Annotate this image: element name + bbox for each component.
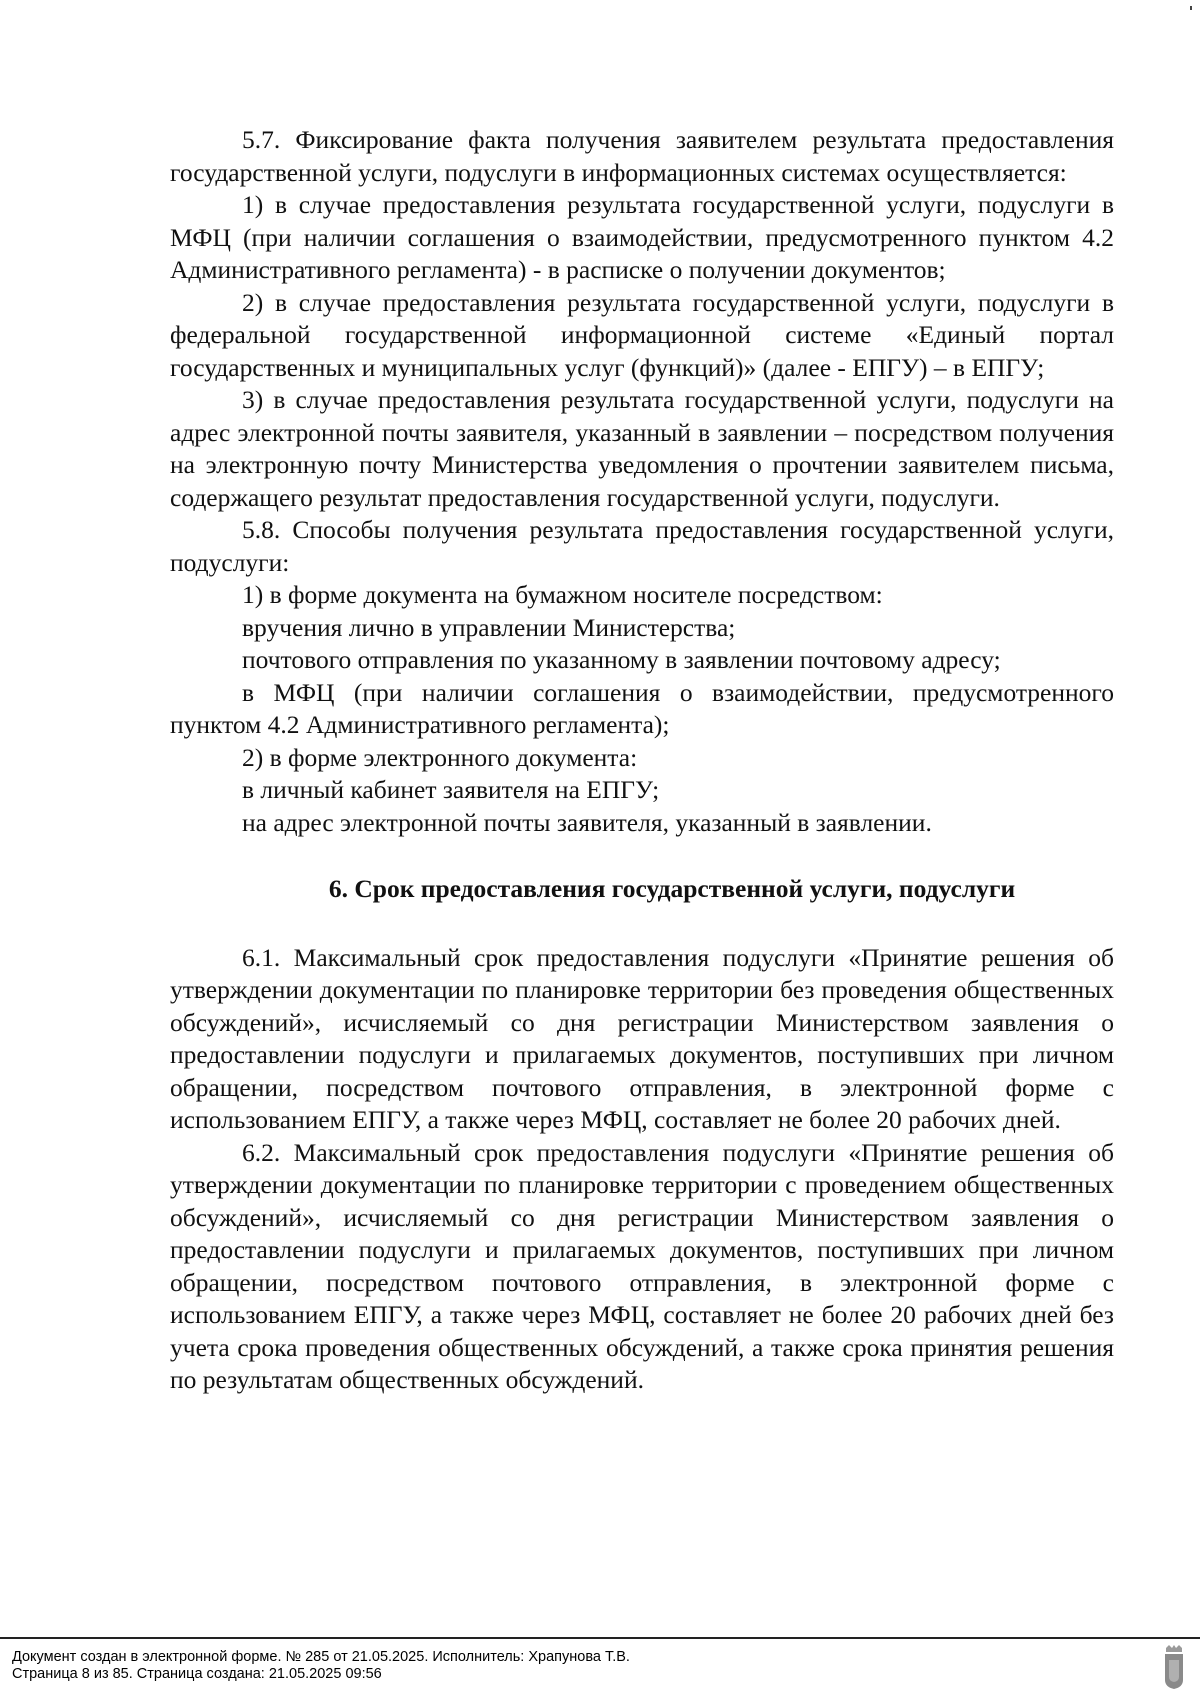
paragraph-5-8-item-2b: на адрес электронной почты заявителя, указанный в заявлении. xyxy=(242,807,932,837)
document-footer xyxy=(12,1649,630,1683)
document-body xyxy=(170,124,1114,1397)
paragraph-5-7-item-1: 1) в случае предоставления результата государственной услуги, подуслуги в МФЦ (при наличии соглашения о взаимодействии, предусмотренного пунктом 4.2 Административного регламента) - в расписке о получении документов; xyxy=(170,190,1114,284)
paragraph-5-7-item-2: 2) в случае предоставления результата государственной услуги, подуслуги в федеральной государственной информационной системе «Единый портал государственных и муниципальных услуг (функций)» (далее - ЕПГУ) – в ЕПГУ; xyxy=(170,287,1114,382)
paragraph-5-8-item-2: 2) в форме электронного документа: xyxy=(242,742,638,772)
paragraph-5-7: 5.7. Фиксирование факта получения заявителем результата предоставления государственной услуги, подуслуги в информационных системах осуществляется: xyxy=(170,125,1114,187)
paragraph-6-2: 6.2. Максимальный срок предоставления подуслуги «Принятие решения об утверждении документации по планировке территории с проведением общественных обсуждений», исчисляемый со дня регистрации Министерством заявления о предоставлении подуслуги и прилагаемых документов, поступивших при личном обращении, посредством почтового отправления, в электронной форме с использованием ЕПГУ, а также через МФЦ, составляет не более 20 рабочих дней без учета срока проведения общественных обсуждений, а также срока принятия решения по результатам общественных обсуждений. xyxy=(170,1137,1114,1394)
section-6-heading: 6. Срок предоставления государственной услуги, подуслуги xyxy=(328,874,1016,903)
footer-divider xyxy=(0,1637,1200,1639)
paragraph-5-8-item-1: 1) в форме документа на бумажном носителе посредством: xyxy=(242,580,883,609)
coat-of-arms-icon xyxy=(1162,1644,1186,1690)
footer-line-2: Страница 8 из 85. Страница создана: 21.05.2025 09:56 xyxy=(12,1666,382,1682)
footer-line-1: Документ создан в электронной форме. № 285 от 21.05.2025. Исполнитель: Храпунова Т.В. xyxy=(12,1649,630,1665)
paragraph-5-8: 5.8. Способы получения результата предоставления государственной услуги, подуслуги: xyxy=(170,515,1114,577)
scan-corner-mark xyxy=(1190,6,1192,10)
paragraph-6-1: 6.1. Максимальный срок предоставления подуслуги «Принятие решения об утверждении документации по планировке территории без проведения общественных обсуждений», исчисляемый со дня регистрации Министерством заявления о предоставлении подуслуги и прилагаемых документов, поступивших при личном обращении, посредством почтового отправления, в электронной форме с использованием ЕПГУ, а также через МФЦ, составляет не более 20 рабочих дней. xyxy=(170,942,1114,1134)
paragraph-5-8-item-1a: вручения лично в управлении Министерства; xyxy=(242,612,736,642)
paragraph-5-8-item-1c: в МФЦ (при наличии соглашения о взаимодействии, предусмотренного пунктом 4.2 Административного регламента); xyxy=(170,677,1114,739)
paragraph-5-8-item-2a: в личный кабинет заявителя на ЕПГУ; xyxy=(242,775,660,804)
paragraph-5-8-item-1b: почтового отправления по указанному в заявлении почтовому адресу; xyxy=(242,645,1001,674)
paragraph-5-7-item-3: 3) в случае предоставления результата государственной услуги, подуслуги на адрес электронной почты заявителя, указанный в заявлении – посредством получения на электронную почту Министерства уведомления о прочтении заявителем письма, содержащего результат предоставления государственной услуги, подуслуги. xyxy=(170,385,1114,512)
